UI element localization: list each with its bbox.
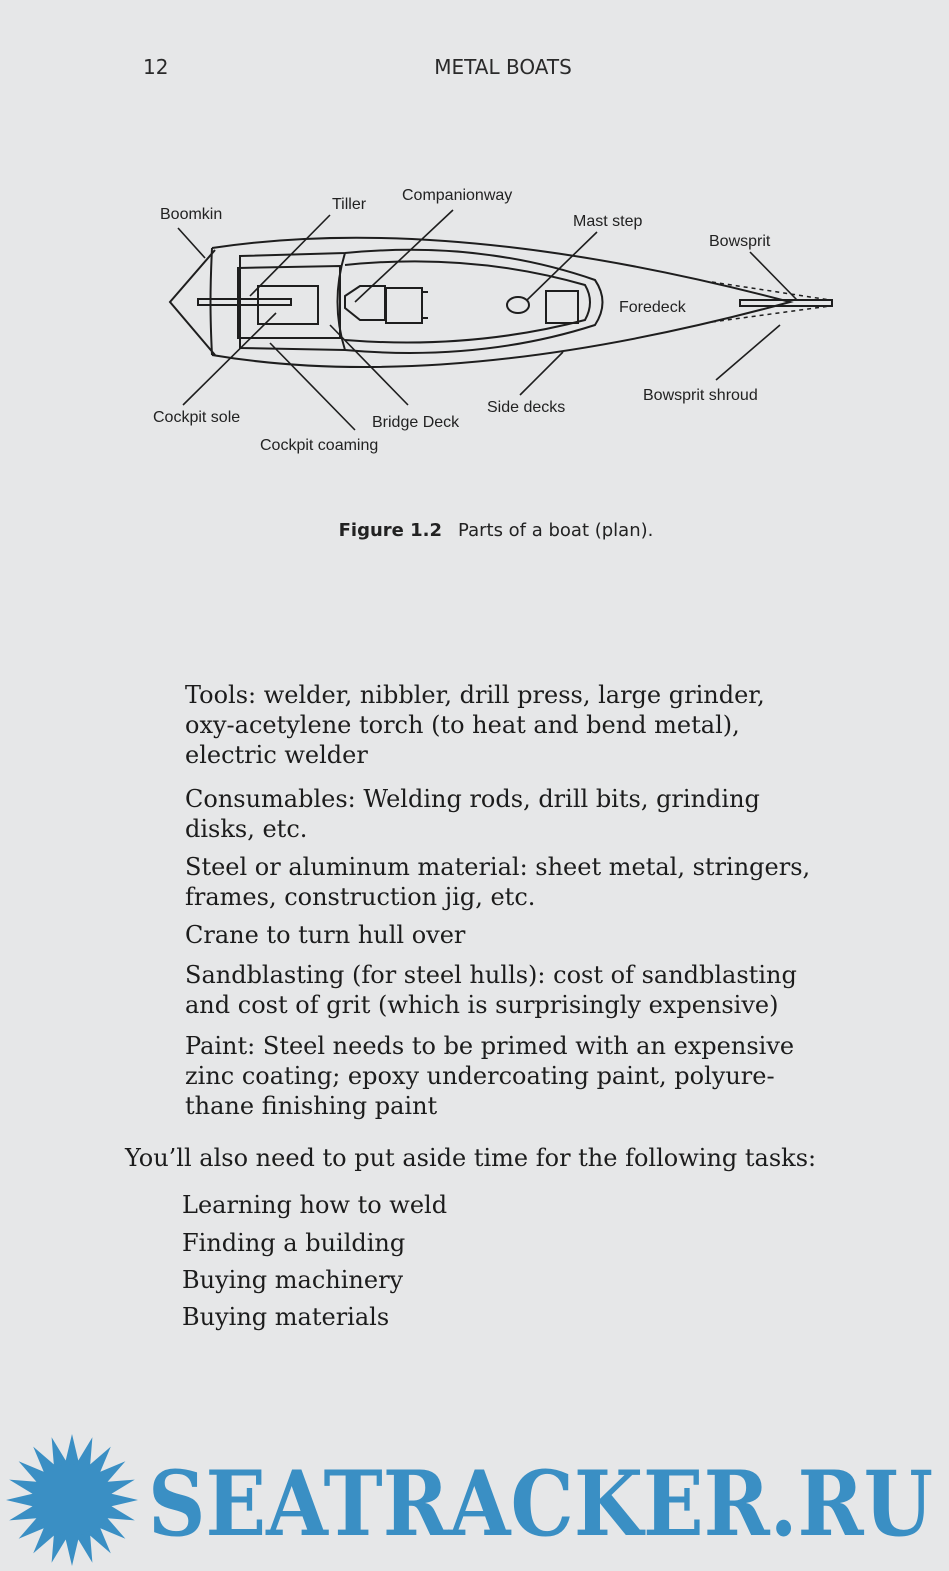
foredeck-hatch	[546, 291, 578, 323]
item-line: Crane to turn hull over	[185, 921, 466, 949]
list-item	[185, 852, 823, 912]
label-bowsprit: Bowsprit	[709, 233, 771, 250]
tiller-bar	[198, 299, 291, 305]
item-line: and cost of grit (which is surprisingly expensive)	[185, 991, 779, 1019]
list-item	[185, 920, 823, 950]
item-line: frames, construction jig, etc.	[185, 883, 536, 911]
mast-step	[507, 297, 529, 313]
task-item: Buying materials	[182, 1303, 390, 1331]
item-line: Steel or aluminum material: sheet metal, stringers,	[185, 853, 811, 881]
task-item: Buying machinery	[182, 1266, 404, 1294]
item-line: electric welder	[185, 741, 368, 769]
hull-drawing	[170, 238, 832, 367]
label-cockpit-sole: Cockpit sole	[153, 409, 241, 426]
bowsprit-shrouds	[712, 282, 830, 322]
item-line: Paint: Steel needs to be primed with an expensive	[185, 1032, 795, 1060]
item-line: disks, etc.	[185, 815, 308, 843]
label-companionway: Companionway	[402, 187, 513, 204]
list-item	[185, 784, 823, 844]
companionway-hatch	[345, 286, 385, 320]
figure-caption	[0, 520, 949, 541]
label-side-decks: Side decks	[487, 399, 566, 416]
label-bowsprit-shroud: Bowsprit shroud	[643, 387, 758, 404]
list-item	[185, 680, 823, 770]
intro-paragraph: You’ll also need to put aside time for the following tasks:	[125, 1144, 817, 1172]
task-item: Learning how to weld	[182, 1191, 448, 1219]
hatch-slide	[386, 288, 422, 323]
boomkin-frame	[170, 250, 215, 355]
sun-logo	[6, 1434, 138, 1566]
figure-number: Figure 1.2	[338, 520, 443, 541]
watermark	[0, 1430, 949, 1571]
label-foredeck: Foredeck	[619, 299, 686, 316]
running-title: METAL BOATS	[434, 55, 572, 79]
item-line: Sandblasting (for steel hulls): cost of sandblasting	[185, 961, 797, 989]
list-item	[185, 960, 823, 1020]
task-item: Finding a building	[182, 1229, 406, 1257]
label-tiller: Tiller	[332, 196, 367, 213]
item-line: Tools: welder, nibbler, drill press, large grinder,	[185, 681, 765, 709]
item-line: thane finishing paint	[185, 1092, 438, 1120]
list-item	[185, 1031, 823, 1121]
label-cockpit-coaming: Cockpit coaming	[260, 437, 379, 454]
label-boomkin: Boomkin	[160, 206, 223, 223]
item-line: oxy-acetylene torch (to heat and bend metal),	[185, 711, 740, 739]
boat-plan-diagram	[0, 170, 949, 470]
figure-caption-text: Parts of a boat (plan).	[458, 520, 654, 541]
label-bridge-deck: Bridge Deck	[372, 414, 460, 431]
page-number: 12	[143, 55, 169, 79]
diagram-labels	[153, 187, 771, 454]
item-line: Consumables: Welding rods, drill bits, grinding	[185, 785, 760, 813]
label-mast-step: Mast step	[573, 213, 643, 230]
watermark-text: SEATRACKER.RU	[148, 1451, 933, 1557]
item-line: zinc coating; epoxy undercoating paint, polyure-	[185, 1062, 775, 1090]
